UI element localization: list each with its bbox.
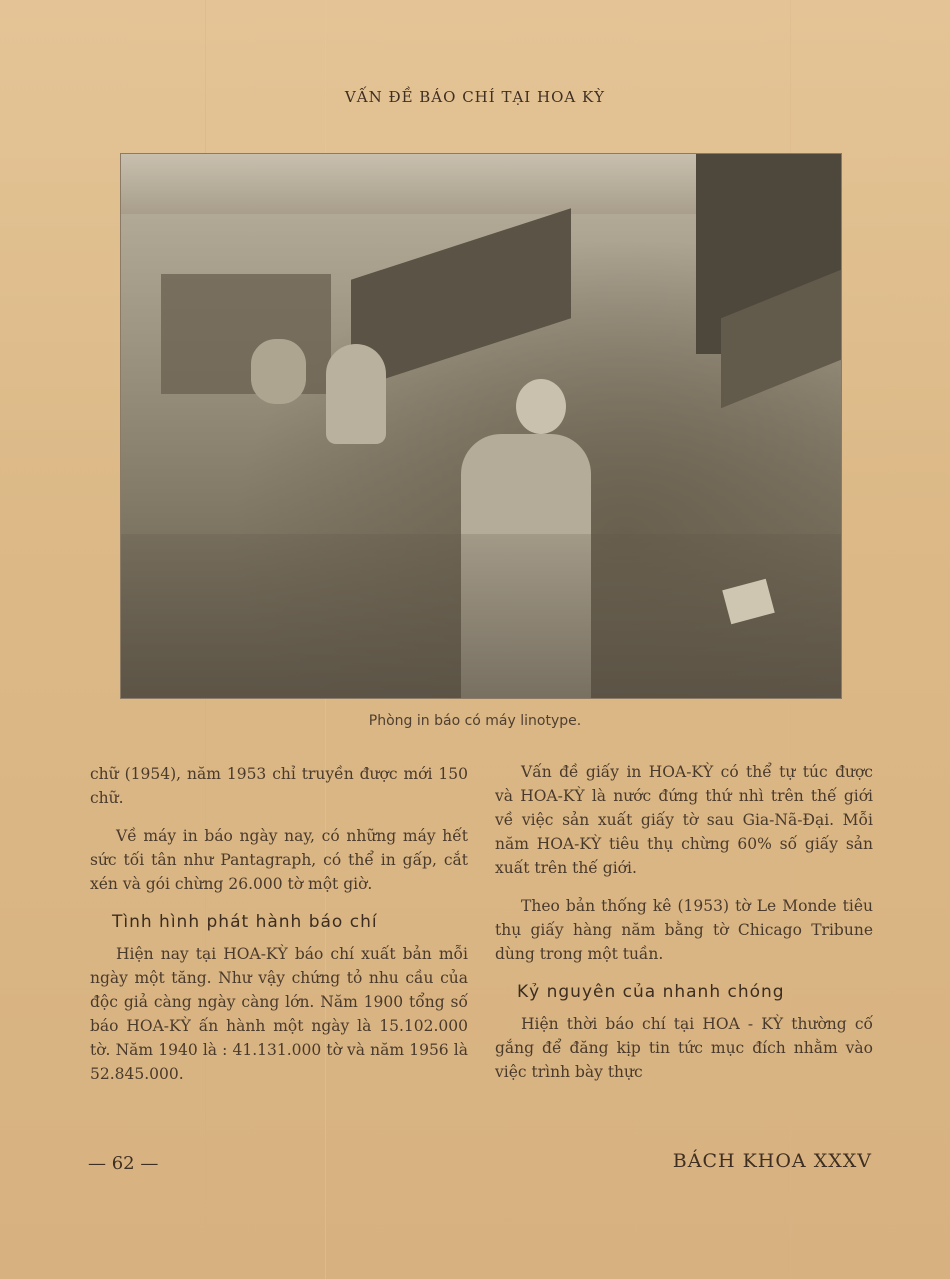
right-column: [495, 760, 873, 1098]
page-number: — 62 —: [88, 1153, 159, 1174]
left-column: [90, 762, 468, 1100]
paragraph: Hiện nay tại HOA-KỲ báo chí xuất bản mỗi ngày một tăng. Như vậy chứng tỏ nhu cầu của độc giả càng ngày càng lớn. Năm 1900 tổng số báo HOA-KỲ ấn hành một ngày là 15.102.000 tờ. Năm 1940 là : 41.131.000 tờ và năm 1956 là 52.845.000.: [90, 945, 468, 1083]
paragraph: Hiện thời báo chí tại HOA - KỲ thường cố gắng để đăng kịp tin tức mục đích nhằm vào việc trình bày thực: [495, 1015, 873, 1081]
section-heading: Tình hình phát hành báo chí: [112, 912, 378, 932]
paragraph: Theo bản thống kê (1953) tờ Le Monde tiêu thụ giấy hàng năm bằng tờ Chicago Tribune dùng trong một tuần.: [495, 897, 873, 963]
paragraph: Vấn đề giấy in HOA-KỲ có thể tự túc được và HOA-KỲ là nước đứng thứ nhì trên thế giới về việc sản xuất giấy tờ sau Gia-Nã-Đại. Mỗi năm HOA-KỲ tiêu thụ chừng 60% số giấy sản xuất trên thế giới.: [495, 763, 873, 877]
section-heading: Kỷ nguyên của nhanh chóng: [517, 982, 785, 1002]
paragraph: chữ (1954), năm 1953 chỉ truyền được mới 150 chữ.: [90, 765, 468, 807]
running-title: VẤN ĐỀ BÁO CHÍ TẠI HOA KỲ: [344, 88, 606, 106]
photo-caption: Phòng in báo có máy linotype.: [368, 713, 582, 729]
paragraph: Về máy in báo ngày nay, có những máy hết sức tối tân như Pantagraph, có thể in gấp, cắt xén và gói chừng 26.000 tờ một giờ.: [90, 827, 468, 893]
journal-name: BÁCH KHOA XXXV: [672, 1150, 872, 1172]
printing-room-photo: [120, 153, 842, 699]
